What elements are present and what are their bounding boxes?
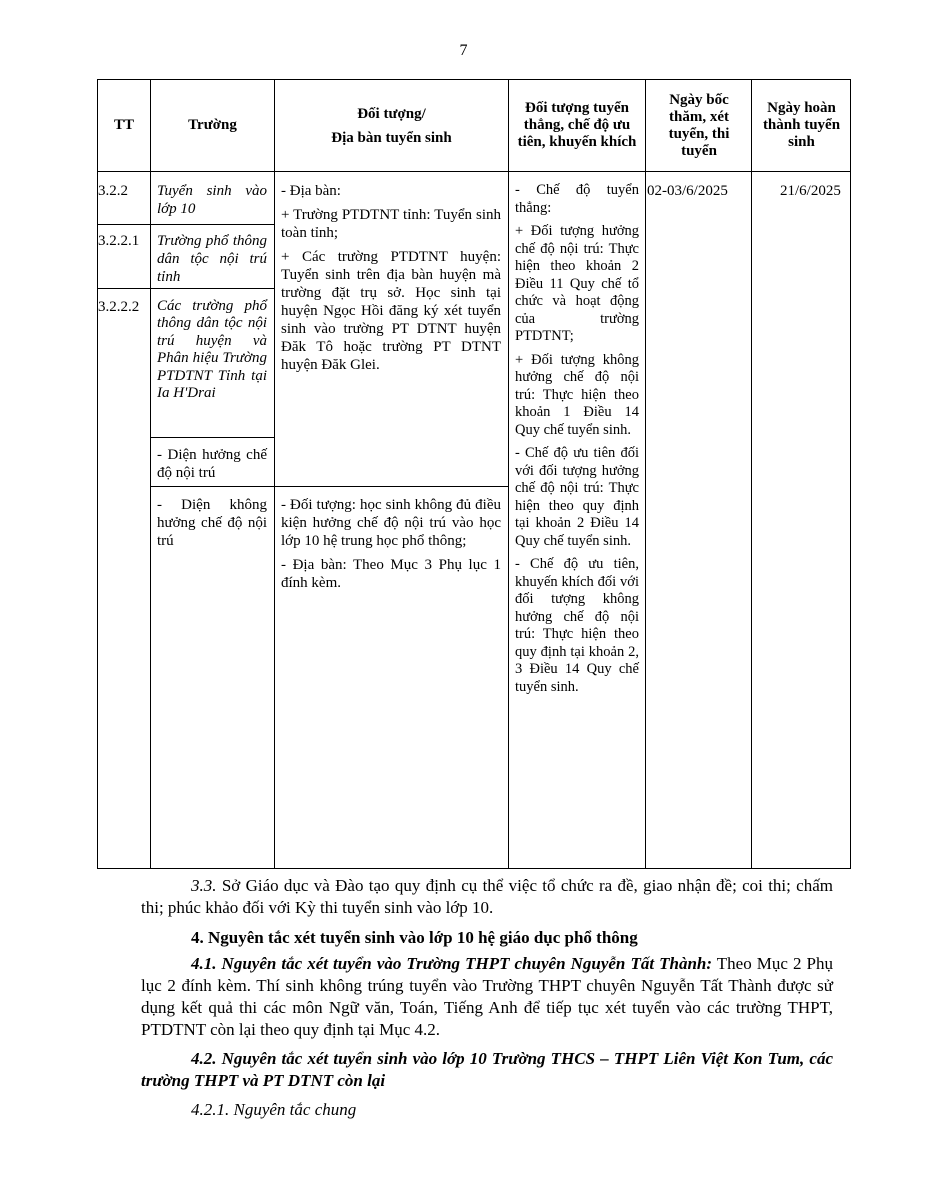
tuyen-thang-line: + Đối tượng hưởng chế độ nội trú: Thực hiện theo khoản 2 Điều 11 Quy chế tổ chức và hoạt động của trường PTDTNT; (515, 223, 639, 344)
row-tt: 3.2.2.2 (98, 299, 140, 315)
row-tt: 3.2.2.1 (98, 233, 140, 249)
row-truong: - Diện không hưởng chế độ nội trú (157, 497, 267, 549)
row-truong: Các trường phổ thông dân tộc nội trú huyện và Phân hiệu Trường PTDTNT Tỉnh tại Ia H'Drai (157, 298, 267, 402)
header-tuyen-thang: Đối tượng tuyển thẳng, chế độ ưu tiên, khuyến khích (517, 100, 637, 150)
row-truong: Trường phổ thông dân tộc nội trú tỉnh (157, 233, 267, 285)
heading-4-2-1: 4.2.1. Nguyên tắc chung (191, 1100, 357, 1119)
paragraph-3-3 (141, 875, 833, 919)
section-number: 3.3. (191, 876, 217, 895)
paragraph-heading: 4.1. Nguyên tắc xét tuyển vào Trường THPT chuyên Nguyễn Tất Thành: (191, 954, 713, 973)
row-tt: 3.2.2 (98, 183, 128, 199)
paragraph-text: Theo Mục 2 Phụ lục 2 đính kèm. Thí sinh không trúng tuyển vào Trường THPT chuyên Nguyễn Tất Thành được sử dụng kết quả thi các môn Ngữ văn, Toán, Tiếng Anh để tiếp tục xét tuyển vào các trường THPT, PTDTNT còn lại theo quy định tại Mục 4.2. (141, 954, 833, 1039)
page-number: 7 (459, 42, 468, 59)
ngay-hoan-thanh-value: 21/6/2025 (780, 183, 841, 199)
doi-tuong-line: - Địa bàn: Theo Mục 3 Phụ lục 1 đính kèm. (281, 557, 501, 591)
header-ngay-boc-tham: Ngày bốc thăm, xét tuyển, thi tuyển (668, 91, 730, 159)
tuyen-thang-line: - Chế độ ưu tiên, khuyến khích đối với đối tượng không hưởng chế độ nội trú: Thực hiện theo quy định tại khoản 2, 3 Điều 14 Quy chế tuyển sinh. (515, 556, 639, 695)
dia-ban-line: + Trường PTDTNT tỉnh: Tuyển sinh toàn tỉnh; (281, 207, 501, 241)
tuyen-thang-line: - Chế độ ưu tiên đối với đối tượng hưởng chế độ nội trú: Thực hiện theo quy định tại khoản 2 Điều 14 Quy chế tuyển sinh. (515, 445, 639, 549)
header-doi-tuong-line1: Đối tượng/ (357, 105, 426, 122)
paragraph-text: Sở Giáo dục và Đào tạo quy định cụ thể việc tổ chức ra đề, giao nhận đề; coi thi; chấm thi; phúc khảo đối với Kỳ thi tuyển sinh vào lớp 10. (141, 876, 833, 917)
dia-ban-block (281, 182, 501, 374)
tuyen-thang-block (515, 182, 639, 696)
admission-table (97, 79, 851, 869)
heading-4-2: 4.2. Nguyên tắc xét tuyển sinh vào lớp 10 Trường THCS – THPT Liên Việt Kon Tum, các trường THPT và PT DTNT còn lại (141, 1049, 833, 1090)
doi-tuong-line: - Đối tượng: học sinh không đủ điều kiện hưởng chế độ nội trú vào học lớp 10 hệ trung học phổ thông; (281, 497, 501, 549)
doi-tuong-block (281, 496, 501, 592)
row-truong: Tuyển sinh vào lớp 10 (157, 183, 267, 217)
row-truong: - Diện hưởng chế độ nội trú (157, 447, 267, 481)
dia-ban-line: - Địa bàn: (281, 183, 341, 199)
paragraph-4-1 (141, 953, 833, 1041)
tuyen-thang-line: - Chế độ tuyển thẳng: (515, 182, 639, 216)
header-tt: TT (113, 117, 134, 133)
ngay-boc-tham-value: 02-03/6/2025 (647, 183, 728, 199)
header-doi-tuong (275, 80, 508, 171)
tuyen-thang-line: + Đối tượng không hưởng chế độ nội trú: Thực hiện theo khoản 1 Điều 14 Quy chế tuyển sinh. (515, 351, 639, 438)
heading-4: 4. Nguyên tắc xét tuyển sinh vào lớp 10 hệ giáo dục phổ thông (191, 928, 638, 947)
dia-ban-line: + Các trường PTDTNT huyện: Tuyển sinh trên địa bàn huyện mà trường đặt trụ sở. Học sinh tại huyện Ngọc Hồi đăng ký xét tuyển sinh vào trường PT DTNT huyện Đăk Tô hoặc trường PT DTNT huyện Đăk Glei. (281, 249, 501, 373)
header-truong: Trường (188, 117, 237, 133)
header-doi-tuong-line2: Địa bàn tuyển sinh (331, 129, 452, 146)
header-ngay-hoan-thanh: Ngày hoàn thành tuyển sinh (762, 100, 841, 150)
